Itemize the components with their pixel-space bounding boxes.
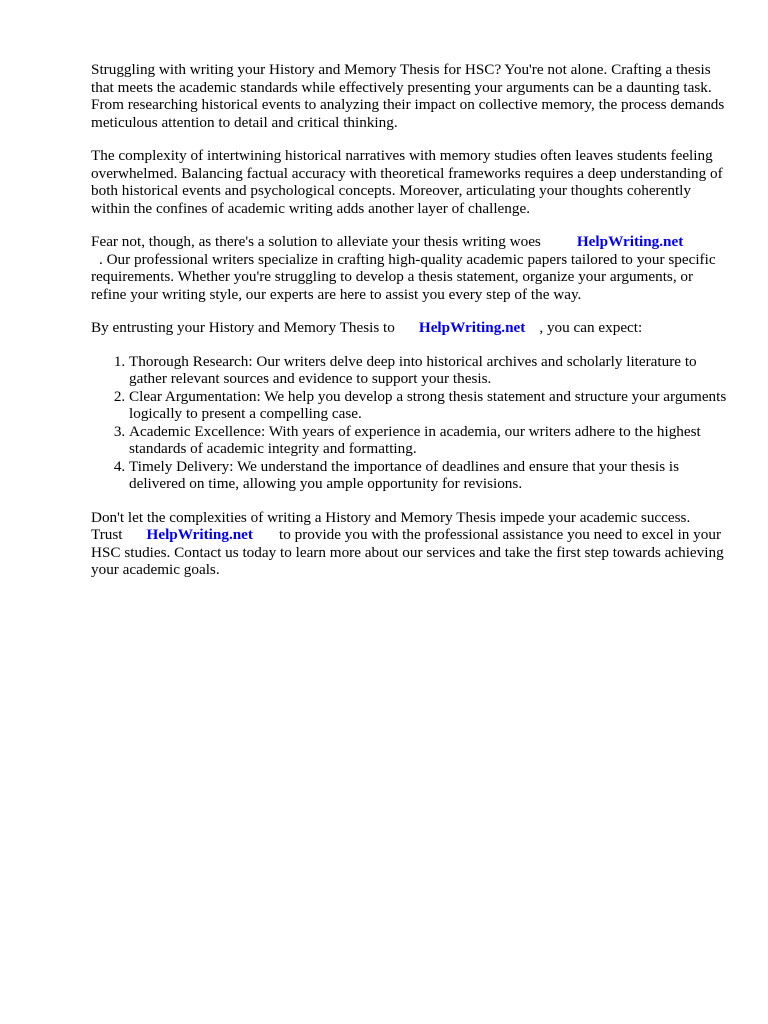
- helpwriting-link-3[interactable]: HelpWriting.net: [146, 526, 253, 543]
- benefits-list: [91, 353, 731, 493]
- closing-text-after: to provide you with the professional assistance you need to excel in your HSC studies. Contact us today to learn more about our services and take the first step towards achieving your academic goals.: [91, 526, 724, 578]
- closing-text-before: Don't let the complexities of writing a History and Memory Thesis impede your academic success. Trust: [91, 508, 691, 543]
- entrusting-text-after: , you can expect:: [539, 319, 643, 336]
- complexity-paragraph: [91, 147, 731, 217]
- entrusting-text-before: By entrusting your History and Memory Thesis to: [91, 319, 395, 336]
- list-item: 2. Clear Argumentation: We help you develop a strong thesis statement and structure your arguments logically to present a compelling case.: [129, 388, 731, 423]
- document-page: [91, 61, 731, 595]
- complexity-text: The complexity of intertwining historical narratives with memory studies often leaves students feeling overwhelmed. Balancing factual accuracy with theoretical frameworks requires a deep understanding of both historical events and psychological concepts. Moreover, articulating your thoughts coherently within the confines of academic writing adds another layer of challenge.: [91, 147, 723, 217]
- list-item: 1. Thorough Research: Our writers delve deep into historical archives and scholarly literature to gather relevant sources and evidence to support your thesis.: [129, 353, 731, 388]
- entrusting-paragraph: [91, 319, 731, 337]
- closing-paragraph: [91, 509, 731, 579]
- list-item: 3. Academic Excellence: With years of experience in academia, our writers adhere to the highest standards of academic integrity and formatting.: [129, 423, 731, 458]
- solution-paragraph: [91, 233, 731, 303]
- solution-text-after: . Our professional writers specialize in crafting high-quality academic papers tailored to your specific requirements. Whether you're struggling to develop a thesis statement, organize your arguments, or refine your writing style, our experts are here to assist you every step of the way.: [91, 250, 716, 303]
- solution-text-before: Fear not, though, as there's a solution to alleviate your thesis writing woes: [91, 233, 541, 250]
- intro-text: Struggling with writing your History and Memory Thesis for HSC? You're not alone. Crafting a thesis that meets the academic standards while effectively presenting your arguments can be a daunting task. From researching historical events to analyzing their impact on collective memory, the process demands meticulous attention to detail and critical thinking.: [91, 61, 725, 131]
- list-item: 4. Timely Delivery: We understand the importance of deadlines and ensure that your thesis is delivered on time, allowing you ample opportunity for revisions.: [129, 458, 731, 493]
- helpwriting-link-1[interactable]: HelpWriting.net: [576, 233, 684, 250]
- intro-paragraph: [91, 61, 731, 131]
- helpwriting-link-2[interactable]: HelpWriting.net: [418, 319, 526, 336]
